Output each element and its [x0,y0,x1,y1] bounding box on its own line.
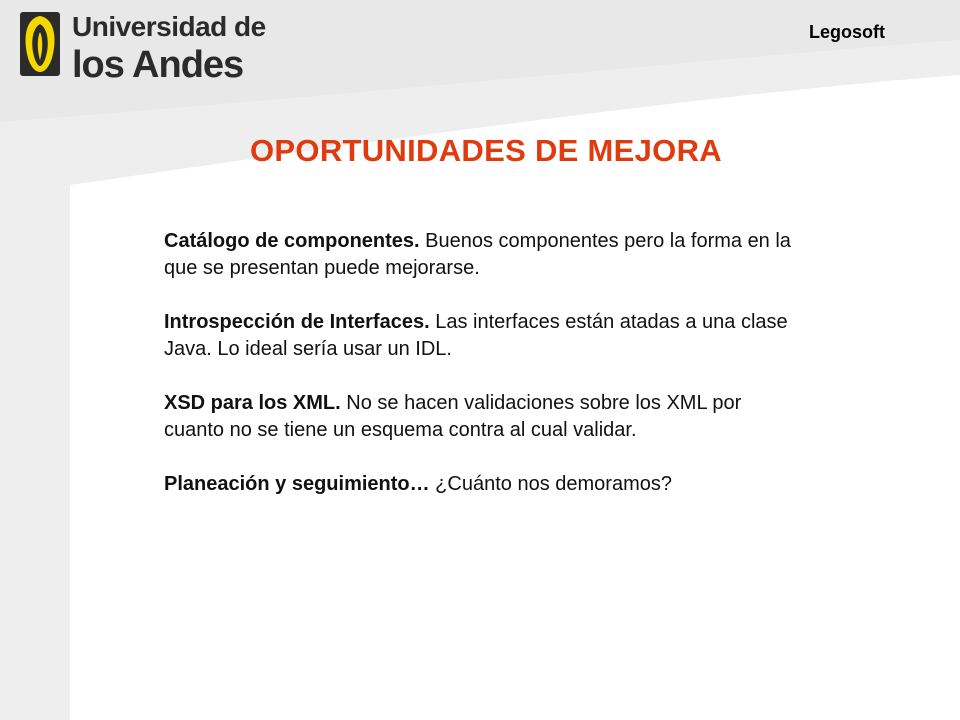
slide-title: OPORTUNIDADES DE MEJORA [250,133,722,168]
item-heading: Catálogo de componentes. [164,230,420,252]
item-body: Buenos componentes pero la forma en la que se presentan puede mejorarse. [164,230,791,279]
logo-text-line1: Universidad de [72,11,266,42]
slide-content [164,228,804,525]
item-body: No se hacen validaciones sobre los XML por cuanto no se tiene un esquema contra al cual validar. [164,392,742,441]
improvement-item [164,390,804,444]
item-heading: Introspección de Interfaces. [164,311,430,333]
improvement-item [164,471,804,498]
improvement-item [164,309,804,363]
item-heading: XSD para los XML. [164,392,341,414]
university-logo [18,10,266,86]
improvement-item [164,228,804,282]
logo-emblem-icon [18,10,62,78]
item-body: ¿Cuánto nos demoramos? [429,473,672,495]
logo-text-line2: los Andes [72,44,244,86]
company-name: Legosoft [809,22,885,42]
item-body: Las interfaces están atadas a una clase Java. Lo ideal sería usar un IDL. [164,311,788,360]
item-heading: Planeación y seguimiento… [164,473,430,495]
